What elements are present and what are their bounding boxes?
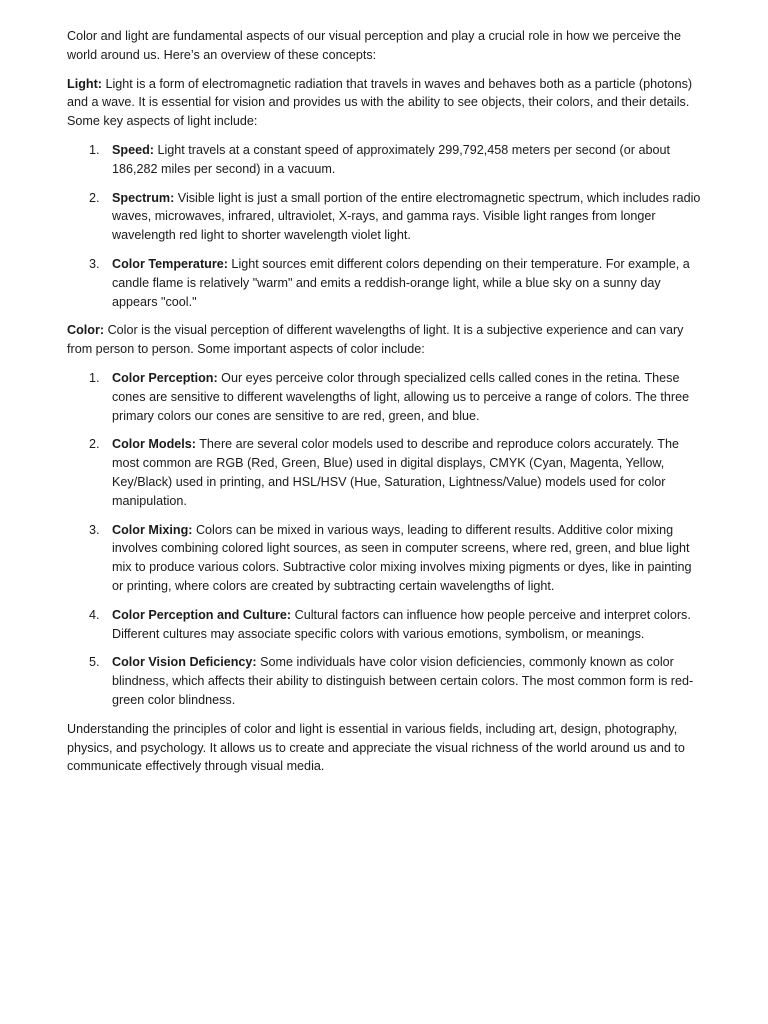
color-heading: Color: [67, 323, 105, 338]
color-paragraph: Color: Color is the visual perception of different wavelengths of light. It is a subjective experience and can vary from person to person. Some important aspects of color include: [67, 323, 684, 357]
document-page [67, 27, 703, 786]
list-item: 1. Color Perception: Our eyes perceive color through specialized cells called cones in the retina. These cones are sensitive to different wavelengths of light, allowing us to perceive a range of colors. The three primary colors our cones are sensitive to are red, green, and blue. [89, 370, 690, 423]
list-item: 4. Color Perception and Culture: Cultural factors can influence how people perceive and interpret colors. Different cultures may associate specific colors with various emotions, symbolism, or meanings. [89, 607, 691, 641]
light-paragraph: Light: Light is a form of electromagnetic radiation that travels in waves and behaves both as a particle (photons) and a wave. It is essential for vision and provides us with the ability to see objects, their colors, and their details. Some key aspects of light include: [67, 76, 693, 129]
list-item: 2. Spectrum: Visible light is just a small portion of the entire electromagnetic spectrum, which includes radio waves, microwaves, infrared, ultraviolet, X-rays, and gamma rays. Visible light ranges from longer wavelength red light to shorter wavelength violet light. [89, 190, 701, 243]
list-item: 2. Color Models: There are several color models used to describe and reproduce colors accurately. The most common are RGB (Red, Green, Blue) used in digital displays, CMYK (Cyan, Magenta, Yellow, Key/Black) used in printing, and HSL/HSV (Hue, Saturation, Lightness/Value) models used for color manipulation. [89, 437, 679, 508]
light-heading: Light: [67, 76, 102, 91]
list-item: 5. Color Vision Deficiency: Some individuals have color vision deficiencies, commonly known as color blindness, which affects their ability to distinguish between certain colors. The most common form is red-green color blindness. [89, 655, 694, 707]
light-list [67, 141, 703, 311]
color-list [67, 369, 703, 710]
intro-paragraph: Color and light are fundamental aspects of our visual perception and play a crucial role in how we perceive the world around us. Here’s an overview of these concepts: [67, 29, 681, 62]
list-item: 3. Color Temperature: Light sources emit different colors depending on their temperature. For example, a candle flame is relatively "warm" and emits a reddish-orange light, while a blue sky on a sunny day appears "cool." [89, 256, 690, 309]
conclusion-paragraph: Understanding the principles of color and light is essential in various fields, including art, design, photography, physics, and psychology. It allows us to create and appreciate the visual richness of the world around us and to communicate effectively through visual media. [67, 721, 685, 774]
list-item: 3. Color Mixing: Colors can be mixed in various ways, leading to different results. Additive color mixing involves combining colored light sources, as seen in computer screens, where red, green, and blue light mix to produce various colors. Subtractive color mixing involves mixing pigments or dyes, like in painting or printing, where colors are created by subtracting certain wavelengths of light. [89, 522, 692, 593]
list-item: 1. Speed: Light travels at a constant speed of approximately 299,792,458 meters per second (or about 186,282 miles per second) in a vacuum. [89, 142, 670, 176]
